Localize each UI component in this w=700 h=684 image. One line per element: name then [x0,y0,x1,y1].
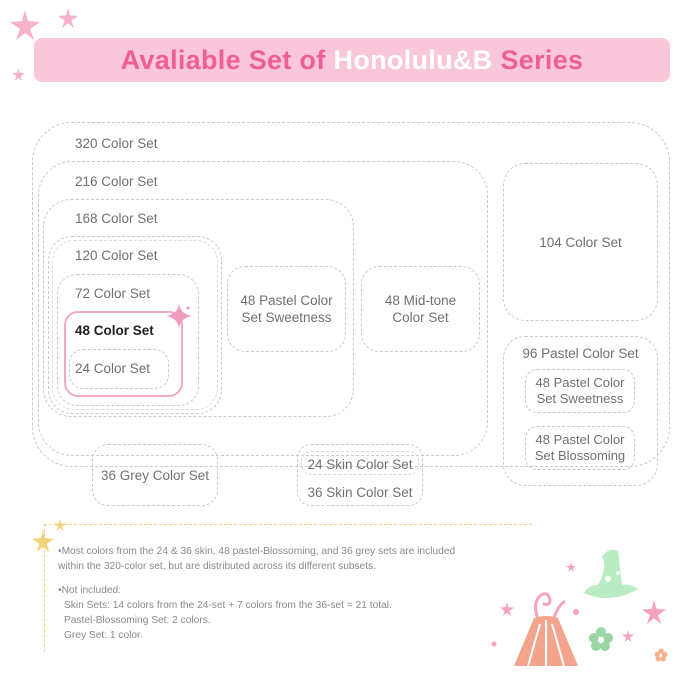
pastel-96-sweetness-label [525,369,635,413]
pastel-96-blossoming-line-1: 48 Pastel Color [535,432,625,447]
set-168-label: 168 Color Set [75,211,158,226]
note-1-line-2: within the 320-color set, but are distributed across its different subsets. [58,561,377,572]
pastel-sweetness-line-2: Set Sweetness [241,310,332,325]
witch-hat-icon [578,545,642,605]
star-icon [58,8,78,28]
note-2-line-2: Pastel-Blossoming Set: 2 colors. [64,615,211,626]
note-1-line-1: •Most colors from the 24 & 36 skin, 48 pastel-Blossoming, and 36 grey sets are included [58,546,456,557]
set-320-label: 320 Color Set [75,136,158,151]
sparkle-icon [166,303,192,329]
notes [58,544,558,643]
pastel-sweetness-line-1: 48 Pastel Color [240,293,333,308]
pink-star-icon [566,562,576,572]
set-216-label: 216 Color Set [75,174,158,189]
set-72-label: 72 Color Set [75,286,151,301]
midtone-line-1: 48 Mid-tone [384,293,457,308]
midtone-line-2: Color Set [392,310,449,325]
set-24-label: 24 Color Set [75,361,151,376]
gold-star-icon [54,519,66,531]
volcano-icon [512,614,580,666]
note-2-title: •Not included: [58,585,122,596]
pastel-96-blossoming-label [525,426,635,470]
skin-24-label: 24 Skin Color Set [307,456,413,472]
dot-icon [572,608,580,616]
skin-36-label: 36 Skin Color Set [307,484,413,500]
gold-star-icon [32,530,54,552]
pastel-96-sweetness-line-1: 48 Pastel Color [535,375,625,390]
pastel-96-blossoming-line-2: Set Blossoming [534,448,626,463]
pastel-96-sweetness-line-2: Set Sweetness [536,391,624,406]
pastel-96-label: 96 Pastel Color Set [522,345,639,361]
page-title [34,38,670,82]
grey-36-label: 36 Grey Color Set [100,467,210,483]
flower-icon [588,626,614,652]
set-120-label: 120 Color Set [75,248,158,263]
set-104-label: 104 Color Set [539,234,622,250]
dot-icon [490,640,498,648]
note-2-line-1: Skin Sets: 14 colors from the 24-set + 7 colors from the 36-set = 21 total. [64,600,392,611]
note-2-line-3: Grey Set: 1 color. [64,630,143,641]
title-part-3: Series [500,44,584,75]
title-part-1: Avaliable Set of [120,44,326,75]
set-48-label: 48 Color Set [75,323,154,338]
midtone-label [361,266,480,352]
pink-star-icon [622,630,634,642]
star-icon [12,68,25,81]
pink-star-icon [642,600,666,624]
title-brand: Honolulu&B [333,44,493,75]
notes-top-divider [44,524,532,525]
pastel-sweetness-label [227,266,346,352]
star-icon [10,10,40,40]
orange-flower-icon [654,648,668,662]
